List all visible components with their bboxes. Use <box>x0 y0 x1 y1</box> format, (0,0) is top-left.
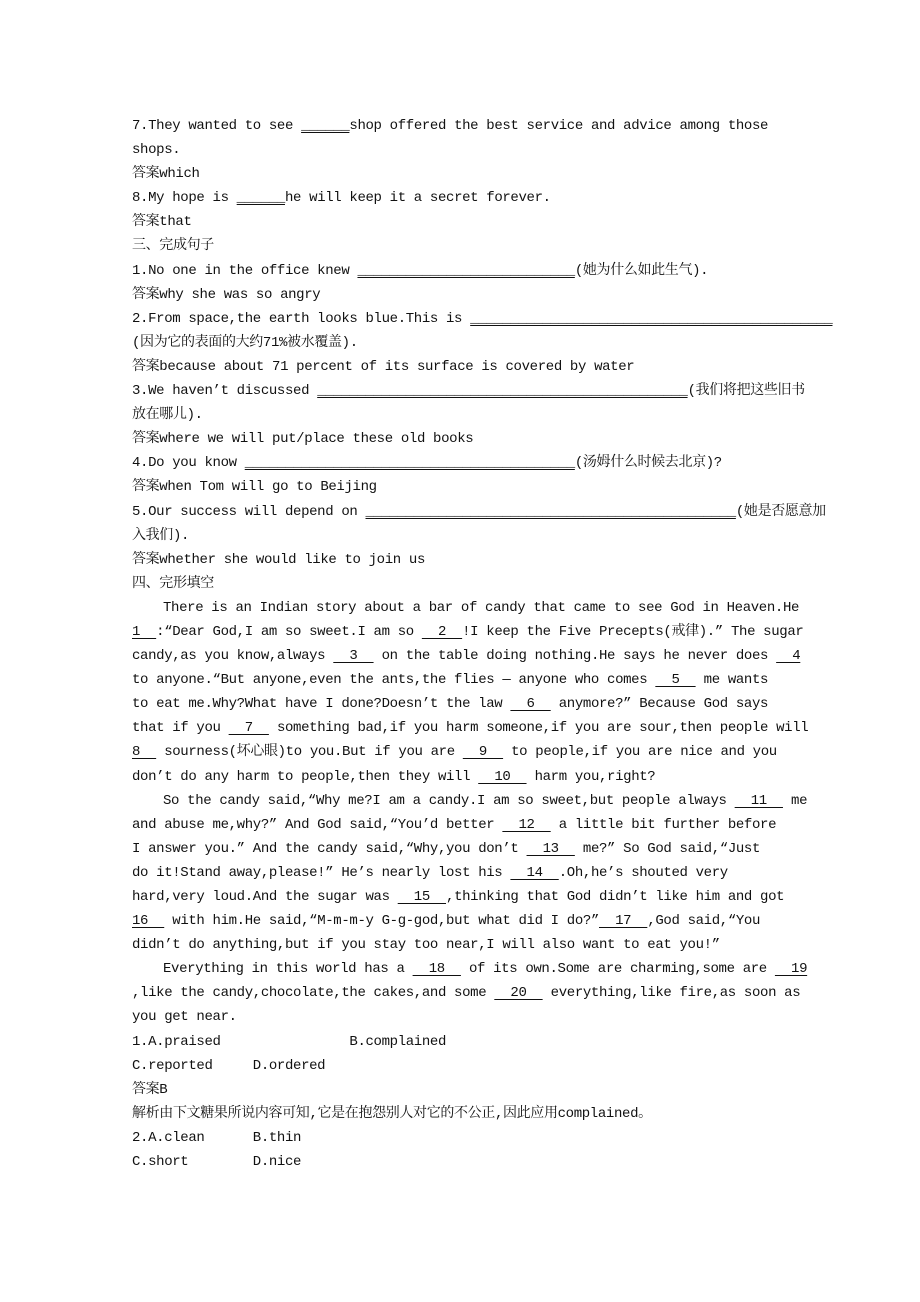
text-line <box>132 379 832 403</box>
text-segment: that if you <box>132 720 229 737</box>
text-line <box>132 1030 832 1054</box>
text-line <box>132 957 832 981</box>
text-line <box>132 283 832 307</box>
text-segment: shops. <box>132 142 181 159</box>
text-segment: 1.No one in the office knew <box>132 262 358 279</box>
text-line <box>132 427 832 451</box>
text-segment: me <box>782 792 808 809</box>
text-segment: 四、完形填空 <box>132 575 214 592</box>
text-line <box>132 1102 832 1126</box>
answer-blank: ______________________________________________ <box>365 503 736 520</box>
text-segment: something bad,if you harm someone,if you are sour,then people will <box>268 720 809 737</box>
answer-blank: 2 <box>421 623 463 640</box>
text-line <box>132 981 832 1005</box>
text-line <box>132 692 832 716</box>
text-line <box>132 186 832 210</box>
text-segment: shop offered the best service and advice among those <box>349 118 769 134</box>
text-segment: 入我们). <box>132 527 190 544</box>
text-segment: ,God said,“You <box>647 913 761 930</box>
text-line <box>132 813 832 837</box>
answer-blank: 16 <box>132 913 165 930</box>
text-segment: 答案whether she would like to join us <box>132 551 425 568</box>
answer-blank: _________________________________________ <box>244 455 575 472</box>
text-segment: (我们将把这些旧书 <box>687 383 805 400</box>
document-body <box>132 114 832 1174</box>
text-line <box>132 740 832 764</box>
text-segment: don’t do any harm to people,then they will <box>132 768 479 785</box>
text-segment: 8.My hope is <box>132 190 237 207</box>
text-line <box>132 500 832 524</box>
text-segment: with him.He said,“M-m-m-y G-g-god,but what did I do?” <box>164 913 599 930</box>
text-segment: anymore?” Because God says <box>550 696 769 713</box>
text-segment: (她为什么如此生气). <box>574 262 709 279</box>
text-segment: you get near. <box>132 1009 237 1026</box>
text-line <box>132 716 832 740</box>
text-segment: 2.From space,the earth looks blue.This is <box>132 310 471 327</box>
text-line <box>132 1005 832 1029</box>
text-segment: Everything in this world has a <box>163 961 413 978</box>
text-segment: :“Dear God,I am so sweet.I am so <box>156 623 422 640</box>
text-segment: 答案because about 71 percent of its surface is covered by water <box>132 358 635 375</box>
text-segment: C.short D.nice <box>132 1154 302 1171</box>
text-line <box>132 210 832 234</box>
text-segment: 放在哪儿). <box>132 407 203 424</box>
answer-blank: 14 <box>510 864 559 881</box>
text-segment: 答案why she was so angry <box>132 286 321 303</box>
text-segment: didn’t do anything,but if you stay too near,I will also want to eat you!” <box>132 937 720 954</box>
text-segment: do it!Stand away,please!” He’s nearly lost his <box>132 864 511 881</box>
text-segment: .Oh,he’s shouted very <box>558 864 728 881</box>
answer-blank: 9 <box>462 744 504 761</box>
text-segment: 答案that <box>132 214 192 231</box>
text-line <box>132 259 832 283</box>
text-line <box>132 620 832 644</box>
text-segment: harm you,right? <box>526 768 656 785</box>
text-segment: 3.We haven’t discussed <box>132 383 318 400</box>
answer-blank: 10 <box>478 768 527 785</box>
text-segment: of its own.Some are charming,some are <box>460 961 775 978</box>
text-line <box>132 861 832 885</box>
answer-blank: 19 <box>774 961 808 978</box>
text-line <box>132 644 832 668</box>
text-line <box>132 403 832 427</box>
text-line <box>132 837 832 861</box>
text-segment: 答案B <box>132 1081 168 1098</box>
text-line <box>132 138 832 162</box>
text-segment: me wants <box>695 672 769 689</box>
text-line <box>132 765 832 789</box>
text-line <box>132 114 832 138</box>
text-segment: sourness(坏心眼)to you.But if you are <box>156 744 463 761</box>
text-segment: he will keep it a secret forever. <box>284 190 551 207</box>
text-segment: a little bit further before <box>550 816 777 833</box>
text-segment: 4.Do you know <box>132 455 245 472</box>
answer-blank: _____________________________________________ <box>470 310 833 327</box>
text-segment: 三、完成句子 <box>132 238 214 255</box>
answer-blank: 1 <box>132 623 157 640</box>
answer-blank: 12 <box>502 816 551 833</box>
text-segment: ,thinking that God didn’t like him and got <box>446 889 785 905</box>
answer-blank: 3 <box>333 648 374 665</box>
text-line <box>132 572 832 596</box>
answer-blank: 5 <box>655 672 696 689</box>
text-segment: to people,if you are nice and you <box>503 744 777 761</box>
text-segment: and abuse me,why?” And God said,“You’d better <box>132 816 503 833</box>
answer-blank: 17 <box>599 913 648 930</box>
text-line <box>132 234 832 258</box>
answer-blank: 20 <box>494 985 543 1002</box>
text-line <box>132 933 832 957</box>
text-line <box>132 1054 832 1078</box>
text-line <box>132 1150 832 1174</box>
answer-blank: 7 <box>228 720 269 737</box>
answer-blank: 15 <box>397 889 447 905</box>
text-segment: So the candy said,“Why me?I am a candy.I am so sweet,but people always <box>163 792 735 809</box>
answer-blank: ______ <box>301 118 350 134</box>
text-line <box>132 307 832 331</box>
text-line <box>132 1126 832 1150</box>
text-segment: on the table doing nothing.He says he never does <box>373 648 777 665</box>
text-segment: me?” So God said,“Just <box>574 840 761 857</box>
text-segment: (因为它的表面的大约71%被水覆盖). <box>132 334 358 351</box>
text-segment: everything,like fire,as soon as <box>542 985 801 1002</box>
answer-blank: ______________________________________________ <box>317 383 688 400</box>
text-segment: 答案where we will put/place these old books <box>132 431 474 448</box>
text-line <box>132 596 832 620</box>
text-segment: 答案when Tom will go to Beijing <box>132 479 377 496</box>
text-segment: 7.They wanted to see <box>132 118 302 134</box>
text-segment: (汤姆什么时候去北京)? <box>574 455 722 472</box>
text-segment: 解析由下文糖果所说内容可知,它是在抱怨别人对它的不公正,因此应用complained。 <box>132 1105 652 1122</box>
text-segment: to eat me.Why?What have I done?Doesn’t the law <box>132 696 511 713</box>
answer-blank: 8 <box>132 744 157 761</box>
text-line <box>132 789 832 813</box>
answer-blank: 4 <box>776 648 801 665</box>
answer-blank: 6 <box>510 696 551 713</box>
text-line <box>132 548 832 572</box>
text-line <box>132 451 832 475</box>
text-line <box>132 668 832 692</box>
text-line <box>132 524 832 548</box>
answer-blank: 18 <box>412 961 461 978</box>
text-line <box>132 909 832 933</box>
text-segment: to anyone.“But anyone,even the ants,the flies — anyone who comes <box>132 672 656 689</box>
answer-blank: ___________________________ <box>357 262 575 279</box>
text-segment: candy,as you know,always <box>132 648 334 665</box>
text-line <box>132 475 832 499</box>
text-line <box>132 1078 832 1102</box>
text-line <box>132 331 832 355</box>
text-segment: There is an Indian story about a bar of candy that came to see God in Heaven.He <box>163 599 800 616</box>
text-segment: hard,very loud.And the sugar was <box>132 889 398 905</box>
text-line <box>132 355 832 379</box>
text-segment: I answer you.” And the candy said,“Why,you don’t <box>132 840 527 857</box>
text-segment: 2.A.clean B.thin <box>132 1129 302 1146</box>
text-segment: 5.Our success will depend on <box>132 503 366 520</box>
answer-blank: ______ <box>236 190 285 207</box>
text-segment: ,like the candy,chocolate,the cakes,and some <box>132 985 495 1002</box>
answer-blank: 13 <box>526 840 575 857</box>
text-segment: 答案which <box>132 166 200 183</box>
text-line <box>132 885 832 909</box>
answer-blank: 11 <box>734 792 783 809</box>
text-segment: (她是否愿意加 <box>735 503 826 520</box>
text-segment: !I keep the Five Precepts(戒律).” The sugar <box>462 623 804 640</box>
text-segment: 1.A.praised B.complained <box>132 1033 447 1050</box>
text-segment: C.reported D.ordered <box>132 1057 326 1074</box>
text-line <box>132 162 832 186</box>
